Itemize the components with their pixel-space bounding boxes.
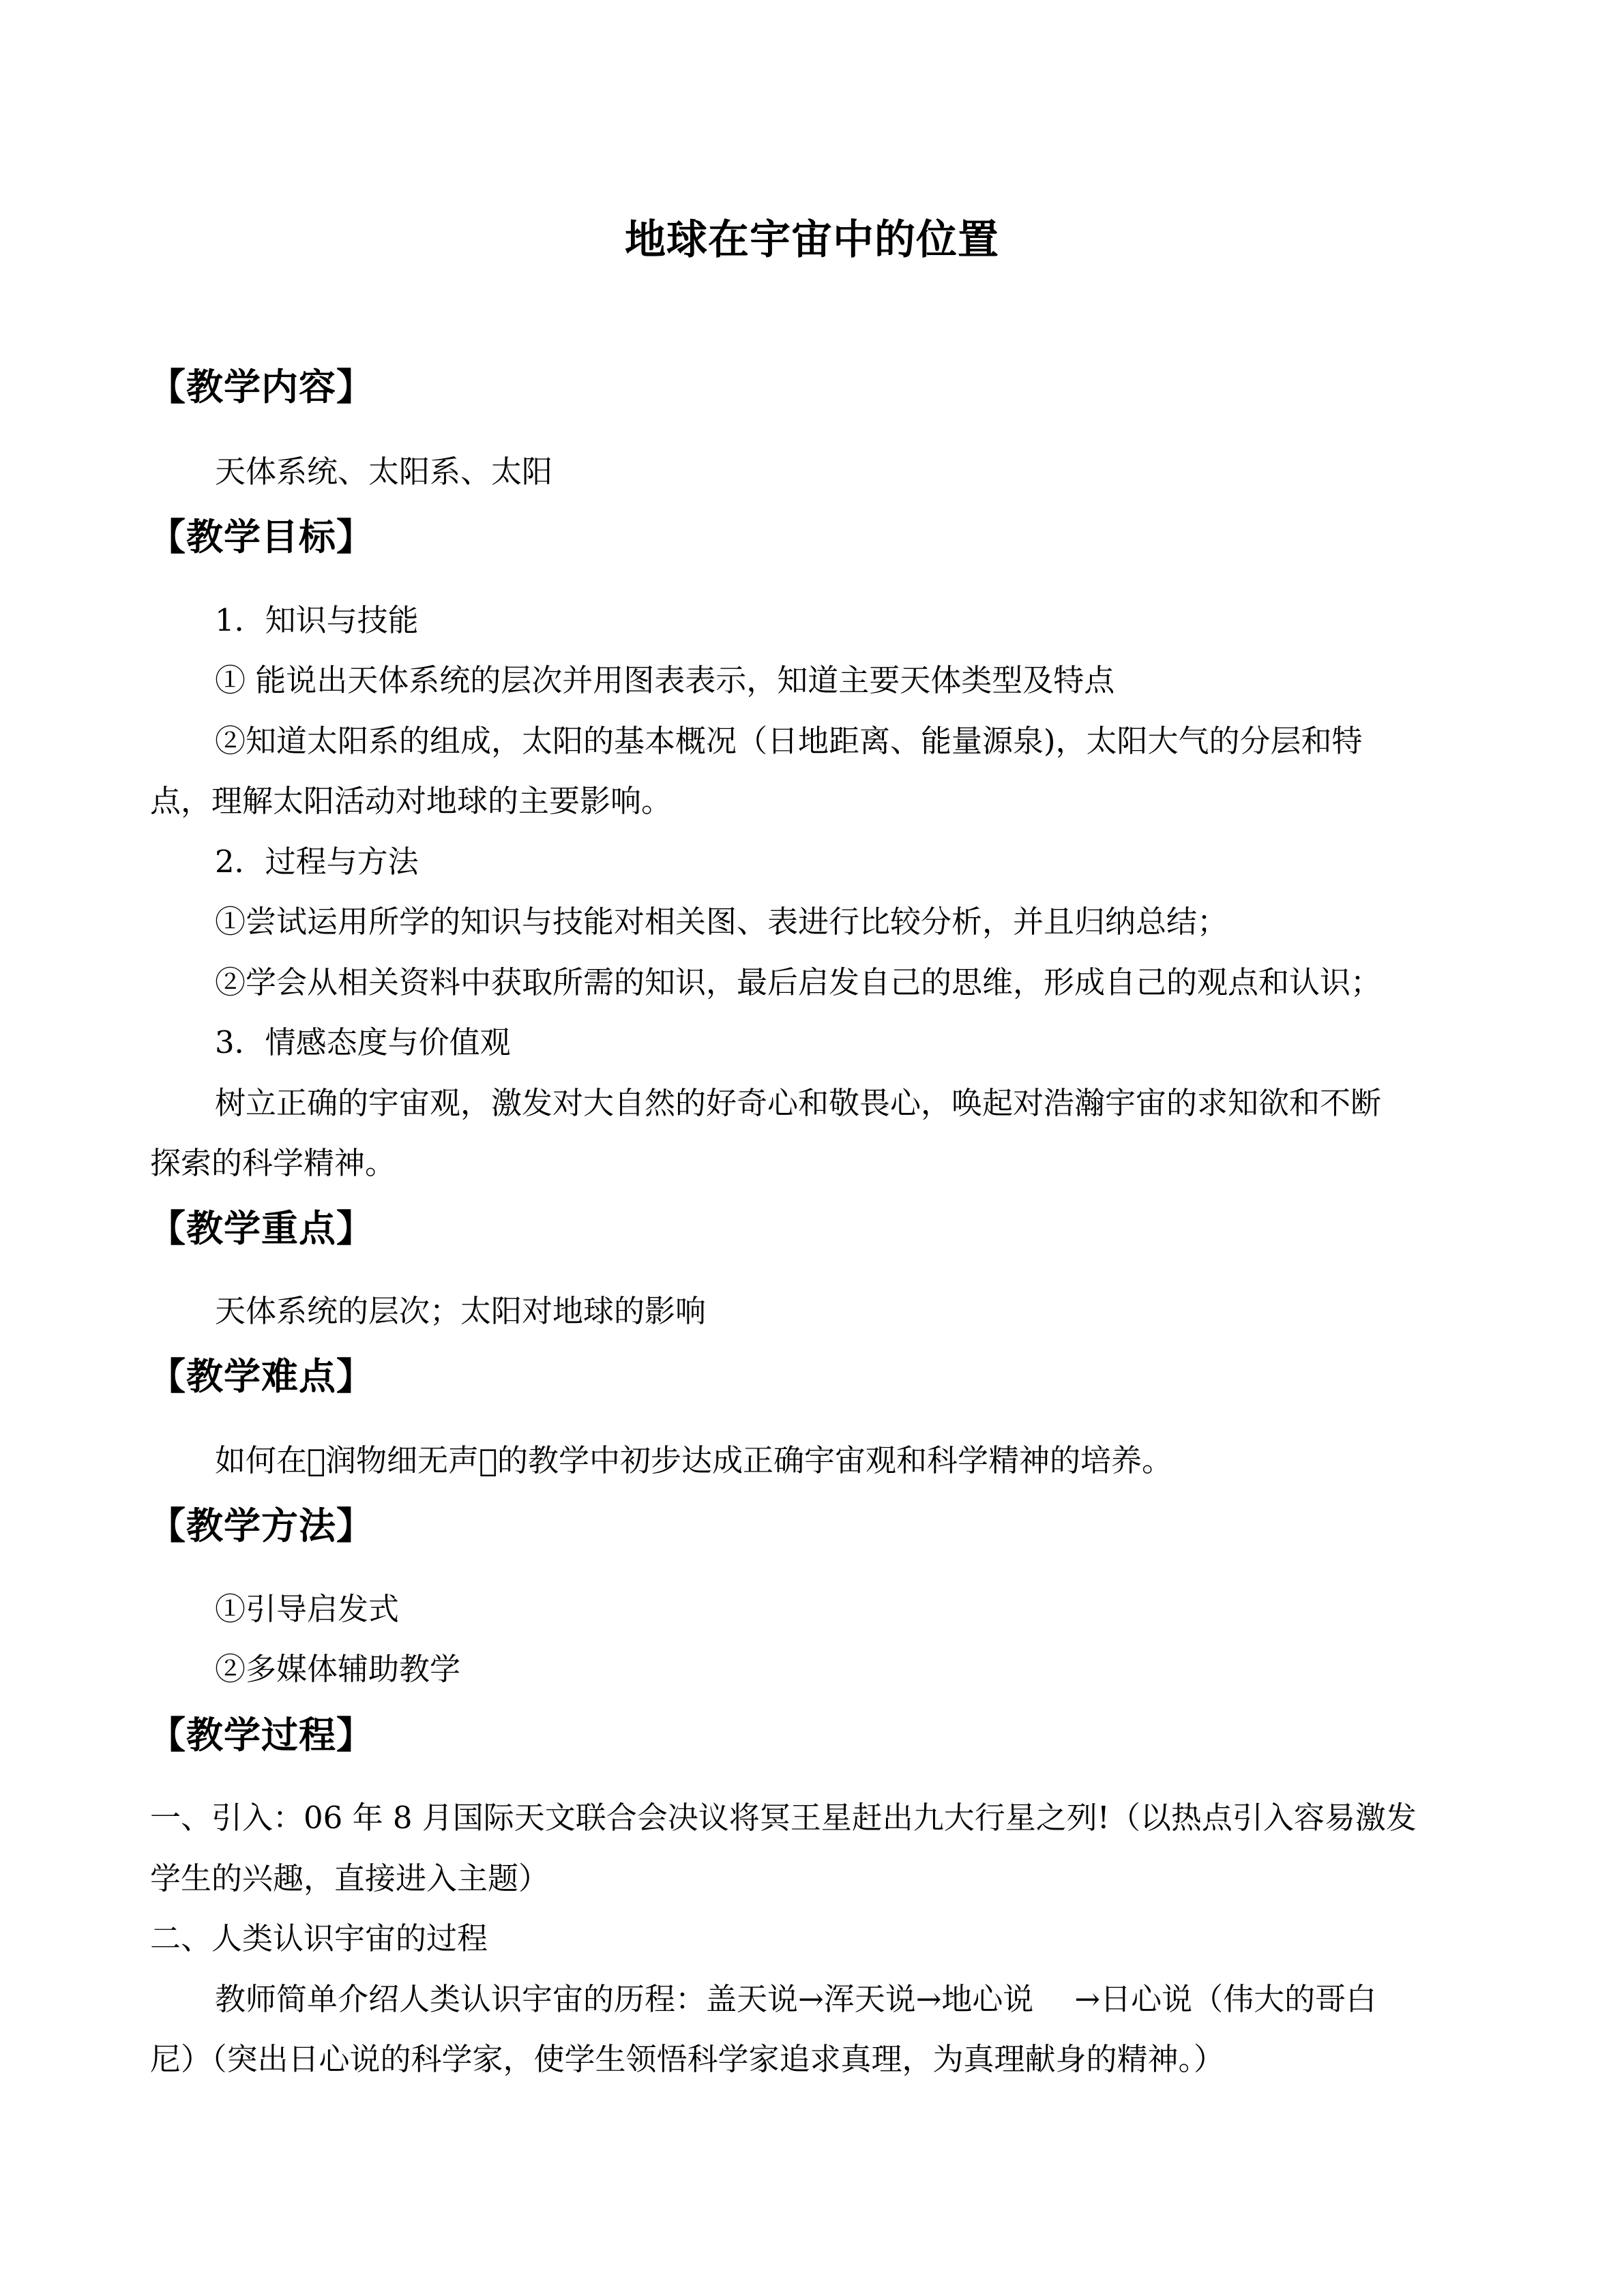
goals-item1-title: 1．知识与技能 <box>215 602 419 638</box>
goals-item1-b-line1: ②知道太阳系的组成，太阳的基本概况（日地距离、能量源泉)，太阳大气的分层和特 <box>215 723 1363 759</box>
process-intro-line1: 一、引入：06 年 8 月国际天文联合会决议将冥王星赶出九大行星之列!（以热点引入容易激发 <box>150 1800 1417 1836</box>
process-part2-line1-b: →日心说（伟大的哥白 <box>1074 1981 1377 2017</box>
section-heading-content: 【教学内容】 <box>149 365 374 408</box>
process-part2-line1-a: 教师简单介绍人类认识宇宙的历程：盖天说→浑天说→地心说 <box>215 1981 1034 2017</box>
goals-item1-b-line2: 点，理解太阳活动对地球的主要影响。 <box>150 783 673 819</box>
goals-item3-line1: 树立正确的宇宙观，激发对大自然的好奇心和敬畏心，唤起对浩瀚宇宙的求知欲和不断 <box>215 1085 1382 1121</box>
section-heading-methods: 【教学方法】 <box>149 1504 374 1547</box>
methods-item1: ①引导启发式 <box>215 1591 400 1627</box>
section-heading-key-points: 【教学重点】 <box>149 1206 374 1250</box>
section-heading-process: 【教学过程】 <box>149 1713 374 1757</box>
goals-item2-title: 2．过程与方法 <box>215 844 419 880</box>
difficulties-text: 如何在􀀀润物细无声􀀀的教学中初步达成正确宇宙观和科学精神的培养。 <box>215 1442 1173 1478</box>
process-intro-line2: 学生的兴趣，直接进入主题） <box>150 1860 550 1896</box>
goals-item2-a: ①尝试运用所学的知识与技能对相关图、表进行比较分析，并且归纳总结； <box>215 904 1228 940</box>
goals-item1-a: ① 能说出天体系统的层次并用图表表示，知道主要天体类型及特点 <box>215 662 1115 698</box>
goals-item3-title: 3．情感态度与价值观 <box>215 1024 511 1060</box>
methods-item2: ②多媒体辅助教学 <box>215 1651 461 1687</box>
section-heading-difficulties: 【教学难点】 <box>149 1354 374 1398</box>
section-heading-goals: 【教学目标】 <box>149 515 374 558</box>
process-part2-line1 <box>215 1979 1376 2020</box>
goals-item2-b: ②学会从相关资料中获取所需的知识，最后启发自己的思维，形成自己的观点和认识； <box>215 964 1382 1000</box>
process-part2-line2: 尼）（突出日心说的科学家，使学生领悟科学家追求真理，为真理献身的精神。） <box>150 2041 1225 2077</box>
document-title: 地球在宇宙中的位置 <box>625 216 999 264</box>
process-part2-title: 二、人类认识宇宙的过程 <box>150 1920 488 1956</box>
goals-item3-line2: 探索的科学精神。 <box>150 1145 396 1181</box>
key-points-text: 天体系统的层次；太阳对地球的影响 <box>215 1293 707 1329</box>
content-text: 天体系统、太阳系、太阳 <box>215 453 553 490</box>
